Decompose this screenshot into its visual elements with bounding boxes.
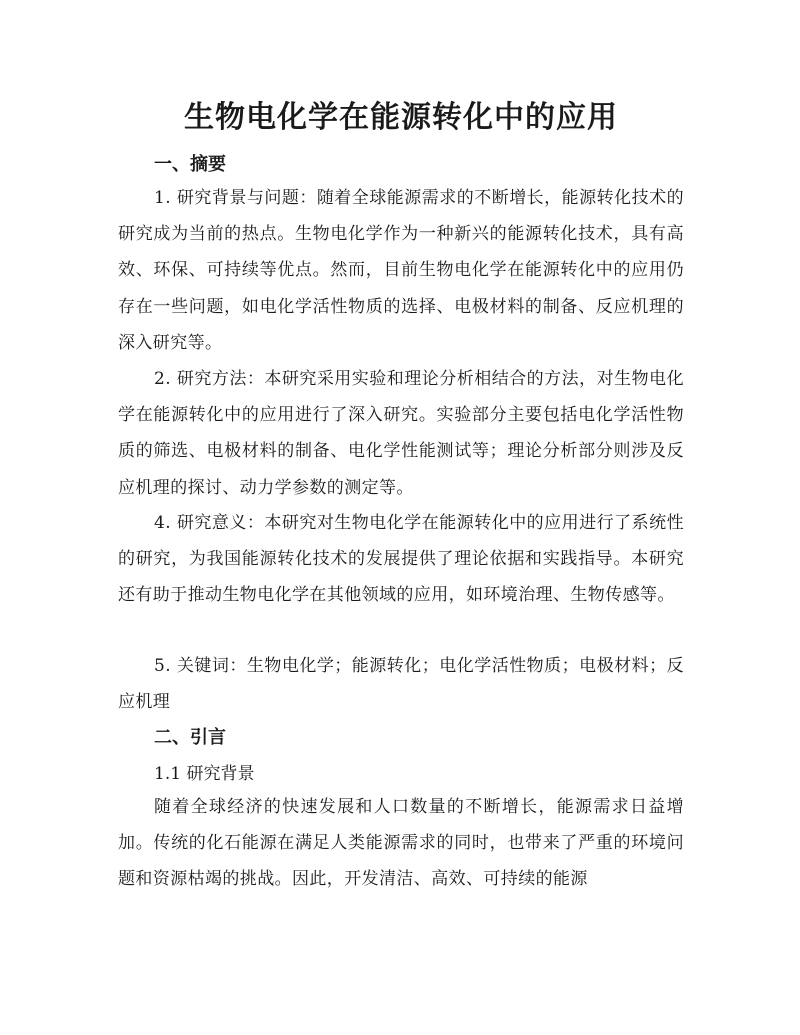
abstract-item-significance: 4. 研究意义：本研究对生物电化学在能源转化中的应用进行了系统性的研究，为我国能源转化技术的发展提供了理论依据和实践指导。本研究还有助于推动生物电化学在其他领域的应用，如环境治理、生物传感等。 bbox=[118, 513, 684, 606]
introduction-paragraph: 随着全球经济的快速发展和人口数量的不断增长，能源需求日益增加。传统的化石能源在满足人类能源需求的同时，也带来了严重的环境问题和资源枯竭的挑战。因此，开发清洁、高效、可持续的能源 bbox=[118, 797, 684, 890]
subsection-heading-background: 1.1 研究背景 bbox=[154, 764, 255, 784]
document-title: 生物电化学在能源转化中的应用 bbox=[184, 100, 618, 135]
abstract-item-keywords: 5. 关键词：生物电化学；能源转化；电化学活性物质；电极材料；反应机理 bbox=[118, 656, 684, 713]
section-heading-introduction: 二、引言 bbox=[154, 727, 226, 748]
section-heading-abstract: 一、摘要 bbox=[154, 154, 226, 175]
abstract-item-background: 1. 研究背景与问题：随着全球能源需求的不断增长，能源转化技术的研究成为当前的热点。生物电化学作为一种新兴的能源转化技术，具有高效、环保、可持续等优点。然而，目前生物电化学在能源转化中的应用仍存在一些问题，如电化学活性物质的选择、电极材料的制备、反应机理的深入研究等。 bbox=[118, 188, 684, 353]
abstract-item-methods: 2. 研究方法：本研究采用实验和理论分析相结合的方法，对生物电化学在能源转化中的应用进行了深入研究。实验部分主要包括电化学活性物质的筛选、电极材料的制备、电化学性能测试等；理论分析部分则涉及反应机理的探讨、动力学参数的测定等。 bbox=[118, 369, 684, 498]
